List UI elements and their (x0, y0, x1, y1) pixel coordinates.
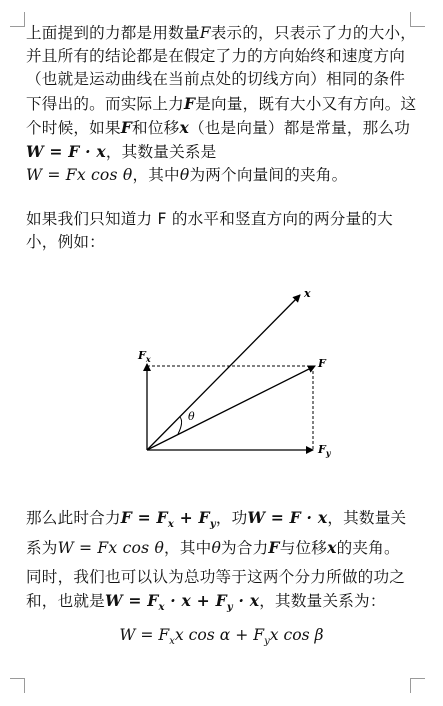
math-symbol-x-bold: x (327, 538, 337, 558)
math-symbol-F-bold: F (183, 93, 196, 113)
text-segment: （也是向量）都是常量，那么功 (188, 118, 411, 137)
label-theta: θ (188, 410, 195, 423)
math-symbol-F: F (199, 24, 211, 42)
equation-work-cos: W = Fx cos θ (57, 539, 165, 558)
math-symbol-F-bold: F (120, 117, 133, 137)
text-segment: 同时，我们也可以认为总功等于这两个分力所做的功之和，也就是 (26, 568, 406, 611)
corner-mark-bottom-left (10, 678, 25, 693)
corner-mark-top-left (10, 12, 25, 27)
force-decomposition-diagram (120, 272, 340, 472)
math-symbol-theta: θ (211, 539, 222, 558)
text-segment: 是向量，既有大小又有方向。这个时候，如果 (26, 94, 417, 137)
text-segment: ，其中 (164, 539, 212, 558)
equation-work-cos: W = Fx cos θ (26, 166, 133, 185)
text-segment: ，其中 (132, 166, 180, 185)
math-symbol-theta: θ (179, 166, 190, 185)
paragraph-force-vector-intro (26, 22, 418, 187)
math-symbol-x-bold: x (179, 117, 189, 137)
paragraph-components-intro: 如果我们只知道力 F 的水平和竖直方向的两分量的大小，例如： (26, 210, 393, 252)
equation-work-dot-product: W = F · x (247, 508, 328, 527)
math-symbol-F-bold: F (268, 538, 280, 558)
text-segment: 为合力 (221, 539, 269, 558)
paragraph-resultant-force (26, 506, 418, 561)
force-vector-arrow (147, 366, 315, 450)
text-segment: 表示的，只表示了力的大小，并且所有的结论都是在假定了力的方向始终和速度方向（也就是运动曲线在当前点处的切线方向）相同的条件下得出的。而实际上力 (26, 24, 417, 113)
label-force: F (318, 357, 326, 370)
equation-total-work: $W = F_x \cdot x + F_y \cdot x$ (104, 591, 260, 614)
text-segment: ，其数量关系为 (26, 509, 407, 558)
text-segment: 为两个向量间的夹角。 (189, 166, 348, 185)
text-segment: ，其数量关系是 (105, 143, 217, 162)
text-segment: ，其数量关系为： (259, 592, 386, 611)
text-segment: ，功 (215, 509, 248, 527)
label-displacement: x (304, 287, 311, 300)
text-segment: 的夹角。 (336, 539, 400, 558)
text-segment: 和位移 (132, 118, 180, 137)
label-fy: $F_y$ (318, 443, 331, 458)
display-formula-total-work: $W = F_xx$ $\cos \alpha + F_yx$ cos β (119, 626, 324, 648)
displacement-vector-arrow (147, 295, 300, 450)
equation-work-dot-product: W = F · x (26, 142, 106, 162)
label-fx: $F_x$ (138, 349, 151, 364)
text-segment: 与位移 (279, 539, 328, 558)
angle-arc (178, 417, 182, 434)
text-segment: 上面提到的力都是用数量 (26, 24, 200, 42)
corner-mark-bottom-right (410, 678, 425, 693)
equation-resultant: $F = F_x + F_y$ (120, 508, 216, 531)
paragraph-total-work (26, 566, 418, 620)
text-segment: 那么此时合力 (26, 509, 121, 527)
